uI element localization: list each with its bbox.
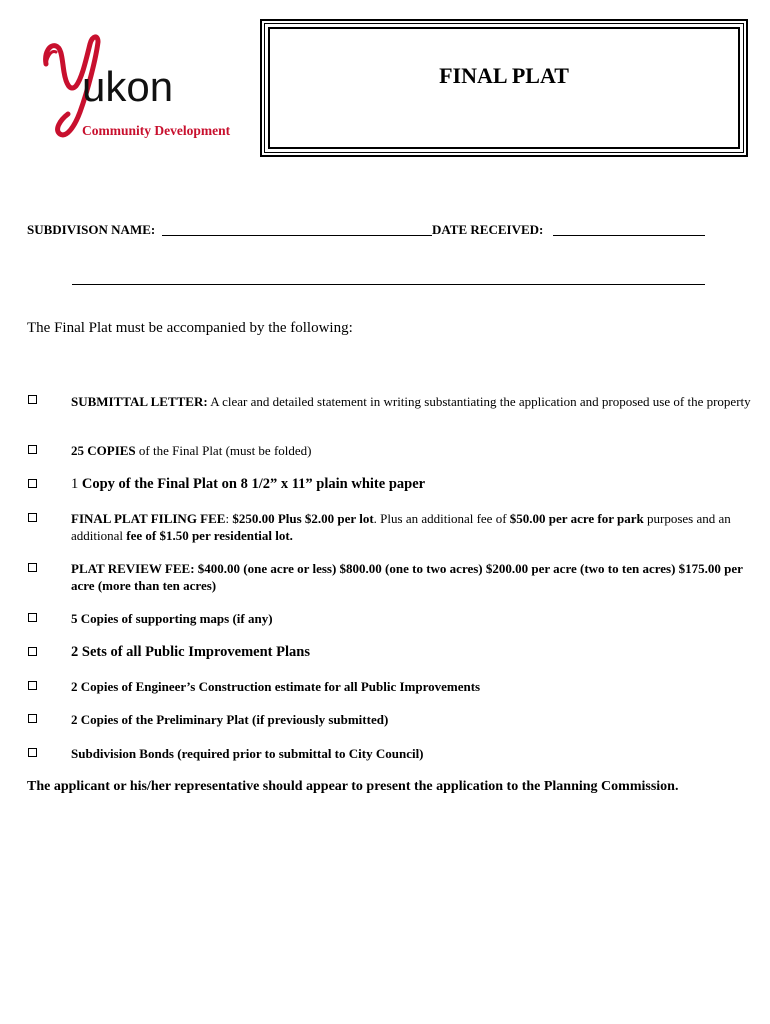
list-item-supporting-maps: 5 Copies of supporting maps (if any) <box>71 611 273 626</box>
checkbox-25-copies[interactable] <box>28 445 37 454</box>
list-item-25-copies: 25 COPIES of the Final Plat (must be folded) <box>71 443 312 458</box>
subdivision-name-field[interactable] <box>162 235 432 236</box>
checkbox-supporting-maps[interactable] <box>28 613 37 622</box>
checkbox-engineer-estimate[interactable] <box>28 681 37 690</box>
intro-text: The Final Plat must be accompanied by the following: <box>27 320 353 336</box>
checkbox-submittal-letter[interactable] <box>28 395 37 404</box>
list-item-filing-fee: FINAL PLAT FILING FEE: $250.00 Plus $2.00 per lot. Plus an additional fee of $50.00 per acre for park purposes and an additional fee of $1.50 per residential lot. <box>71 511 731 543</box>
date-received-label: DATE RECEIVED: <box>432 222 544 237</box>
list-item-subdivision-bonds: Subdivision Bonds (required prior to submittal to City Council) <box>71 746 424 761</box>
checkbox-filing-fee[interactable] <box>28 513 37 522</box>
checkbox-preliminary-plat[interactable] <box>28 714 37 723</box>
checkbox-plat-review-fee[interactable] <box>28 563 37 572</box>
list-item-plat-review-fee: PLAT REVIEW FEE: $400.00 (one acre or less) $800.00 (one to two acres) $200.00 per acre (two to ten acres) $175.00 per acre (more than ten acres) <box>71 561 743 593</box>
logo-wordmark: ukon <box>82 63 174 110</box>
logo-subtitle: Community Development <box>82 123 231 138</box>
date-received-field[interactable] <box>553 235 705 236</box>
page-title: FINAL PLAT <box>439 63 569 88</box>
list-item-engineer-estimate: 2 Copies of Engineer’s Construction estimate for all Public Improvements <box>71 679 481 694</box>
checkbox-improvement-plans[interactable] <box>28 647 37 656</box>
subdivision-name-label: SUBDIVISON NAME: <box>27 222 156 237</box>
footer-note: The applicant or his/her representative should appear to present the application to the Planning Commission. <box>27 779 679 794</box>
list-item-preliminary-plat: 2 Copies of the Preliminary Plat (if previously submitted) <box>71 712 389 727</box>
list-item-improvement-plans: 2 Sets of all Public Improvement Plans <box>71 644 310 660</box>
checkbox-letter-size-copy[interactable] <box>28 479 37 488</box>
list-item-submittal-letter: SUBMITTAL LETTER: A clear and detailed statement in writing substantiating the application and proposed use of the property <box>71 394 751 409</box>
subdivision-name-continuation-line[interactable] <box>72 284 705 285</box>
list-item-letter-size-copy: 1 Copy of the Final Plat on 8 1/2” x 11” plain white paper <box>71 476 426 492</box>
checkbox-subdivision-bonds[interactable] <box>28 748 37 757</box>
